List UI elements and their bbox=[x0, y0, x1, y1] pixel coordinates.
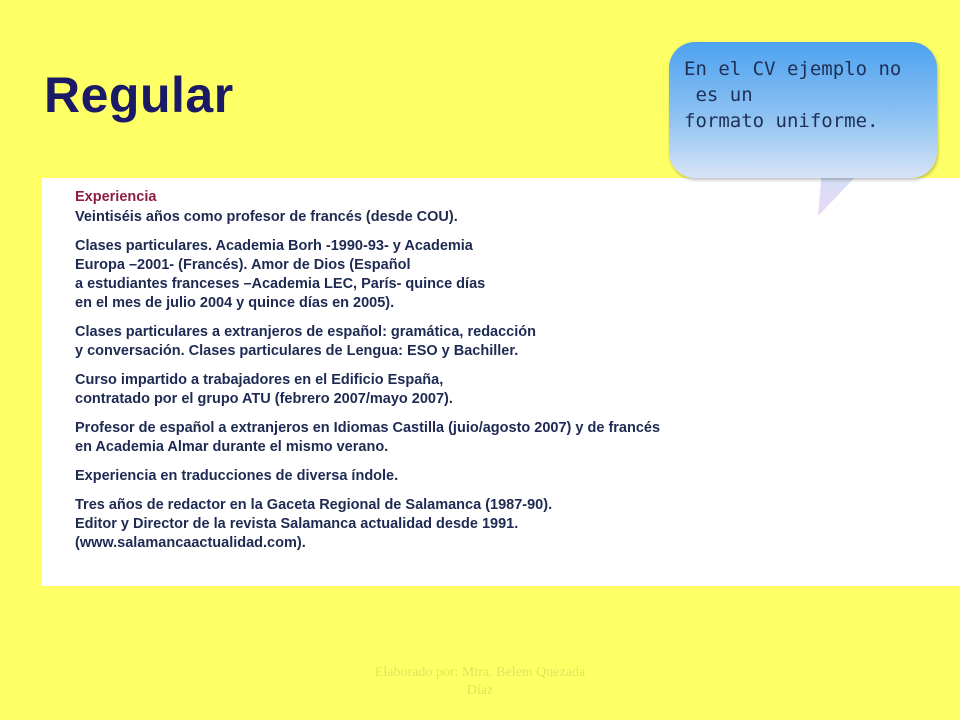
cv-entry bbox=[75, 496, 935, 553]
footer-line: Díaz bbox=[466, 683, 494, 698]
cv-image-panel bbox=[42, 178, 960, 586]
footer-line: Elaborado por: Mtra. Belem Quezada bbox=[374, 665, 586, 680]
callout-line: En el CV ejemplo no bbox=[684, 58, 902, 80]
cv-entry-line: a estudiantes franceses –Academia LEC, París- quince días bbox=[75, 276, 486, 292]
callout-line: formato uniforme. bbox=[684, 110, 879, 132]
footer-credit bbox=[320, 664, 640, 700]
cv-entry-line: Tres años de redactor en la Gaceta Regional de Salamanca (1987-90). bbox=[75, 497, 553, 513]
cv-entry-line: Profesor de español a extranjeros en Idiomas Castilla (juio/agosto 2007) y de francés bbox=[75, 420, 661, 436]
cv-entry bbox=[75, 323, 935, 361]
cv-entry-line: Veintiséis años como profesor de francés (desde COU). bbox=[75, 209, 458, 225]
cv-entry-line: contratado por el grupo ATU (febrero 2007/mayo 2007). bbox=[75, 391, 453, 407]
cv-entry-line: en Academia Almar durante el mismo verano. bbox=[75, 439, 389, 455]
cv-entry bbox=[75, 467, 935, 486]
cv-section-heading: Experiencia bbox=[75, 189, 157, 205]
callout-line: es un bbox=[684, 84, 753, 106]
cv-entry-line: Clases particulares. Academia Borh -1990-93- y Academia bbox=[75, 238, 473, 254]
cv-entry bbox=[75, 419, 935, 457]
cv-entry bbox=[75, 371, 935, 409]
cv-entry-line: Europa –2001- (Francés). Amor de Dios (Español bbox=[75, 257, 411, 273]
cv-experience-list bbox=[75, 208, 935, 563]
cv-entry-line: Editor y Director de la revista Salamanca actualidad desde 1991. bbox=[75, 516, 519, 532]
cv-entry-line: en el mes de julio 2004 y quince días en 2005). bbox=[75, 295, 395, 311]
cv-entry bbox=[75, 237, 935, 313]
slide-title: Regular bbox=[44, 67, 234, 123]
callout-text bbox=[684, 56, 940, 134]
cv-entry-line: (www.salamancaactualidad.com). bbox=[75, 535, 306, 551]
cv-entry-line: Curso impartido a trabajadores en el Edificio España, bbox=[75, 372, 444, 388]
cv-entry-line: Clases particulares a extranjeros de español: gramática, redacción bbox=[75, 324, 536, 340]
cv-entry-line: y conversación. Clases particulares de Lengua: ESO y Bachiller. bbox=[75, 343, 519, 359]
cv-entry-line: Experiencia en traducciones de diversa índole. bbox=[75, 468, 399, 484]
